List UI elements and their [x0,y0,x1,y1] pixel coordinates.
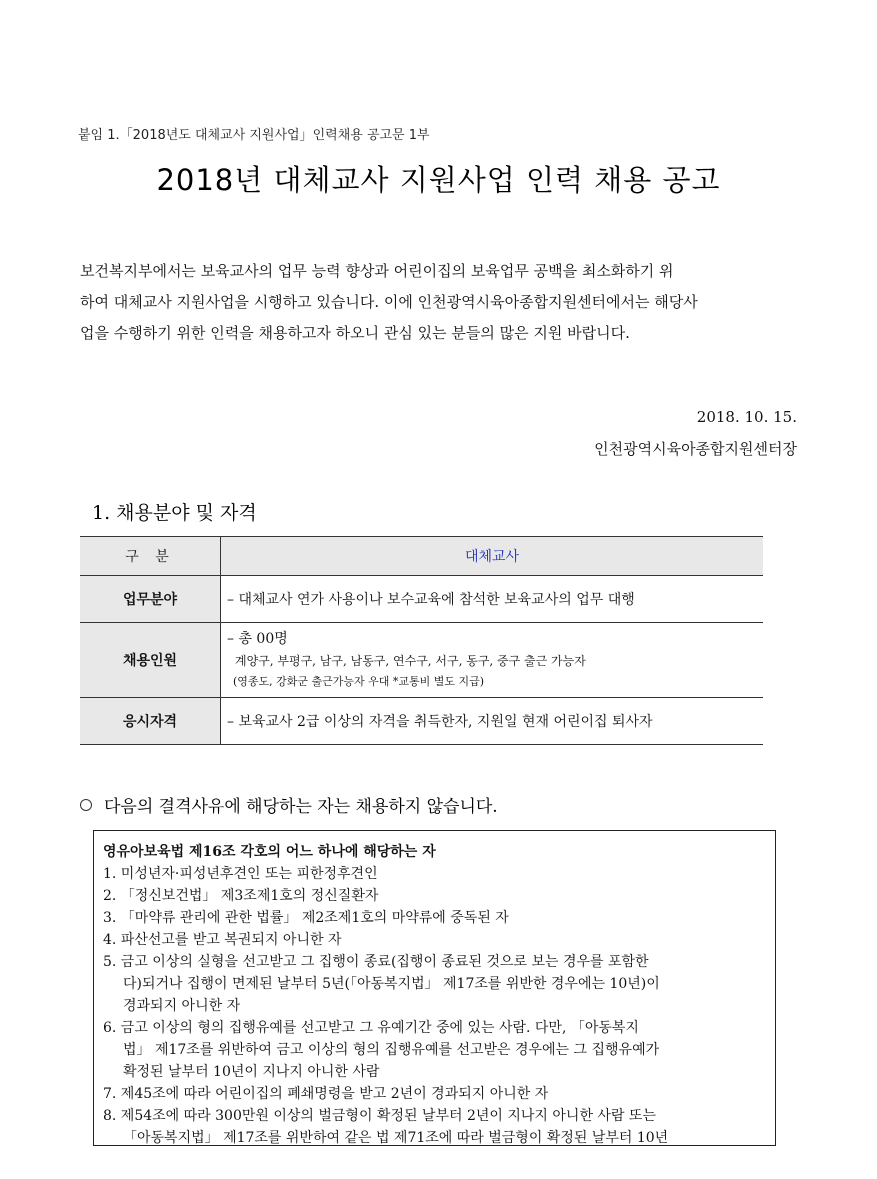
announcement-date: 2018. 10. 15. [696,408,797,426]
row-value: – 대체교사 연가 사용이나 보수교육에 참석한 보육교사의 업무 대행 [221,576,764,623]
intro-line: 보건복지부에서는 보육교사의 업무 능력 향상과 어린이집의 보육업무 공백을 최소화하기 위 [80,262,674,280]
list-item: 6. 금고 이상의 형의 집행유예를 선고받고 그 유예기간 중에 있는 사람. 다만, 「아동복지 [103,1020,639,1036]
disqualification-notice [80,792,498,817]
table-header-row [80,537,763,576]
circle-bullet-icon [80,799,92,811]
intro-line: 하여 대체교사 지원사업을 시행하고 있습니다. 이에 인천광역시육아종합지원센터에서는 해당사 [80,293,698,311]
list-item-continuation: 경과되지 아니한 자 [123,998,241,1014]
attachment-note: 붙임 1.「2018년도 대체교사 지원사업」인력채용 공고문 1부 [78,128,430,143]
intro-line: 업을 수행하기 위한 인력을 채용하고자 하오니 관심 있는 분들의 많은 지원 바랍니다. [80,324,630,342]
header-label: 구 분 [80,537,221,576]
row-value [221,623,764,698]
intro-paragraph [80,256,796,349]
list-item: 8. 제54조에 따라 300만원 이상의 벌금형이 확정된 날부터 2년이 지나지 아니한 사람 또는 [103,1108,656,1124]
row-label: 채용인원 [80,623,221,698]
box-heading: 영유아보육법 제16조 각호의 어느 하나에 해당하는 자 [103,844,436,860]
list-item: 7. 제45조에 따라 어린이집의 폐쇄명령을 받고 2년이 경과되지 아니한 자 [103,1086,549,1102]
headcount-text: – 총 00명 [227,631,288,647]
list-item: 3. 「마약류 관리에 관한 법률」 제2조제1호의 마약류에 중독된 자 [103,910,509,926]
list-item: 4. 파산선고를 받고 복권되지 아니한 자 [103,932,342,948]
list-item: 1. 미성년자·피성년후견인 또는 피한정후견인 [103,866,378,882]
issuing-organization: 인천광역시육아종합지원센터장 [594,440,797,458]
row-value: – 보육교사 2급 이상의 자격을 취득한자, 지원일 현재 어린이집 퇴사자 [221,698,764,745]
preference-note: (영종도, 강화군 출근가능자 우대 *교통비 별도 지급) [233,675,485,688]
recruitment-table [80,536,763,745]
table-row [80,698,763,745]
list-item: 5. 금고 이상의 실형을 선고받고 그 집행이 종료(집행이 종료된 것으로 보는 경우를 포함한 [103,954,649,970]
list-item-continuation: 다)되거나 집행이 면제된 날부터 5년(「아동복지법」 제17조를 위반한 경우에는 10년)이 [123,976,660,992]
list-item-continuation: 법」 제17조를 위반하여 금고 이상의 형의 집행유예를 선고받은 경우에는 그 집행유예가 [123,1042,660,1058]
table-row [80,576,763,623]
list-item: 2. 「정신보건법」 제3조제1호의 정신질환자 [103,888,379,904]
row-label: 업무분야 [80,576,221,623]
disqualification-box [93,830,776,1146]
table-row [80,623,763,698]
section-heading: 1. 채용분야 및 자격 [92,502,257,524]
list-item-continuation: 확정된 날부터 10년이 지나지 아니한 사람 [123,1064,380,1080]
header-value: 대체교사 [221,537,764,576]
notice-text: 다음의 결격사유에 해당하는 자는 채용하지 않습니다. [104,797,498,817]
list-item-continuation: 「아동복지법」 제17조를 위반하여 같은 법 제71조에 따라 벌금형이 확정된 날부터 10년 [123,1130,669,1146]
row-label: 응시자격 [80,698,221,745]
district-text: 계양구, 부평구, 남구, 남동구, 연수구, 서구, 동구, 중구 출근 가능자 [235,654,586,668]
page-title: 2018년 대체교사 지원사업 인력 채용 공고 [156,163,721,197]
